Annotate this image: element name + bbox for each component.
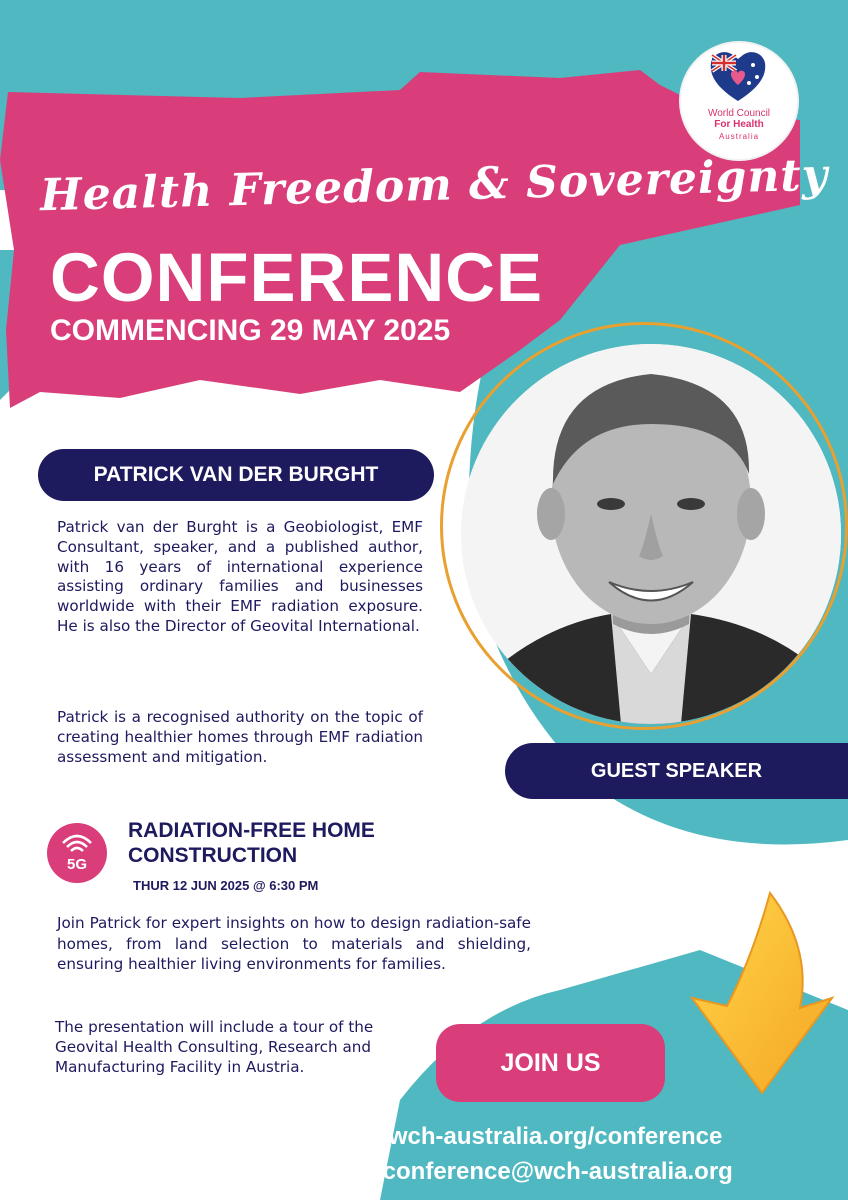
guest-speaker-badge: GUEST SPEAKER xyxy=(505,743,848,799)
contact-email[interactable]: E: conference@wch-australia.org xyxy=(352,1158,733,1185)
wch-logo xyxy=(681,43,797,159)
session-title: RADIATION-FREE HOME CONSTRUCTION xyxy=(128,819,375,867)
logo-text-line2: For Health xyxy=(714,119,764,130)
logo-text-line3: Australia xyxy=(718,132,760,141)
heart-flag-icon xyxy=(709,49,767,103)
script-title: Health Freedom & Sovereignty xyxy=(39,149,829,222)
5g-badge-text: 5G xyxy=(66,856,88,873)
conference-title: CONFERENCE xyxy=(50,239,544,316)
orange-arrow-icon xyxy=(682,888,847,1098)
speaker-name-badge: PATRICK VAN DER BURGHT xyxy=(38,449,434,501)
speaker-photo xyxy=(461,344,841,724)
session-date: THUR 12 JUN 2025 @ 6:30 PM xyxy=(133,878,319,893)
speaker-bio-paragraph-2: Patrick is a recognised authority on the topic of creating healthier homes through EMF radiation assessment and mitigation. xyxy=(57,708,423,766)
contact-website[interactable]: W: wch-australia.org/conference xyxy=(352,1123,723,1150)
commencing-date: COMMENCING 29 MAY 2025 xyxy=(50,314,451,347)
5g-signal-icon xyxy=(47,823,107,883)
join-us-button[interactable]: JOIN US xyxy=(436,1024,665,1102)
logo-text-line1: World Council xyxy=(707,108,771,119)
speaker-bio-paragraph-1: Patrick van der Burght is a Geobiologist, EMF Consultant, speaker, and a published author, with 16 years of international experience assisting ordinary families and businesses worldwide with their EMF radiation exposure. He is also the Director of Geovital International. xyxy=(57,518,423,635)
session-description-2: The presentation will include a tour of the Geovital Health Consulting, Research and Manufacturing Facility in Austria. xyxy=(55,1018,374,1076)
session-description-1: Join Patrick for expert insights on how to design radiation-safe homes, from land selection to materials and shielding, ensuring healthier living environments for families. xyxy=(57,914,531,973)
